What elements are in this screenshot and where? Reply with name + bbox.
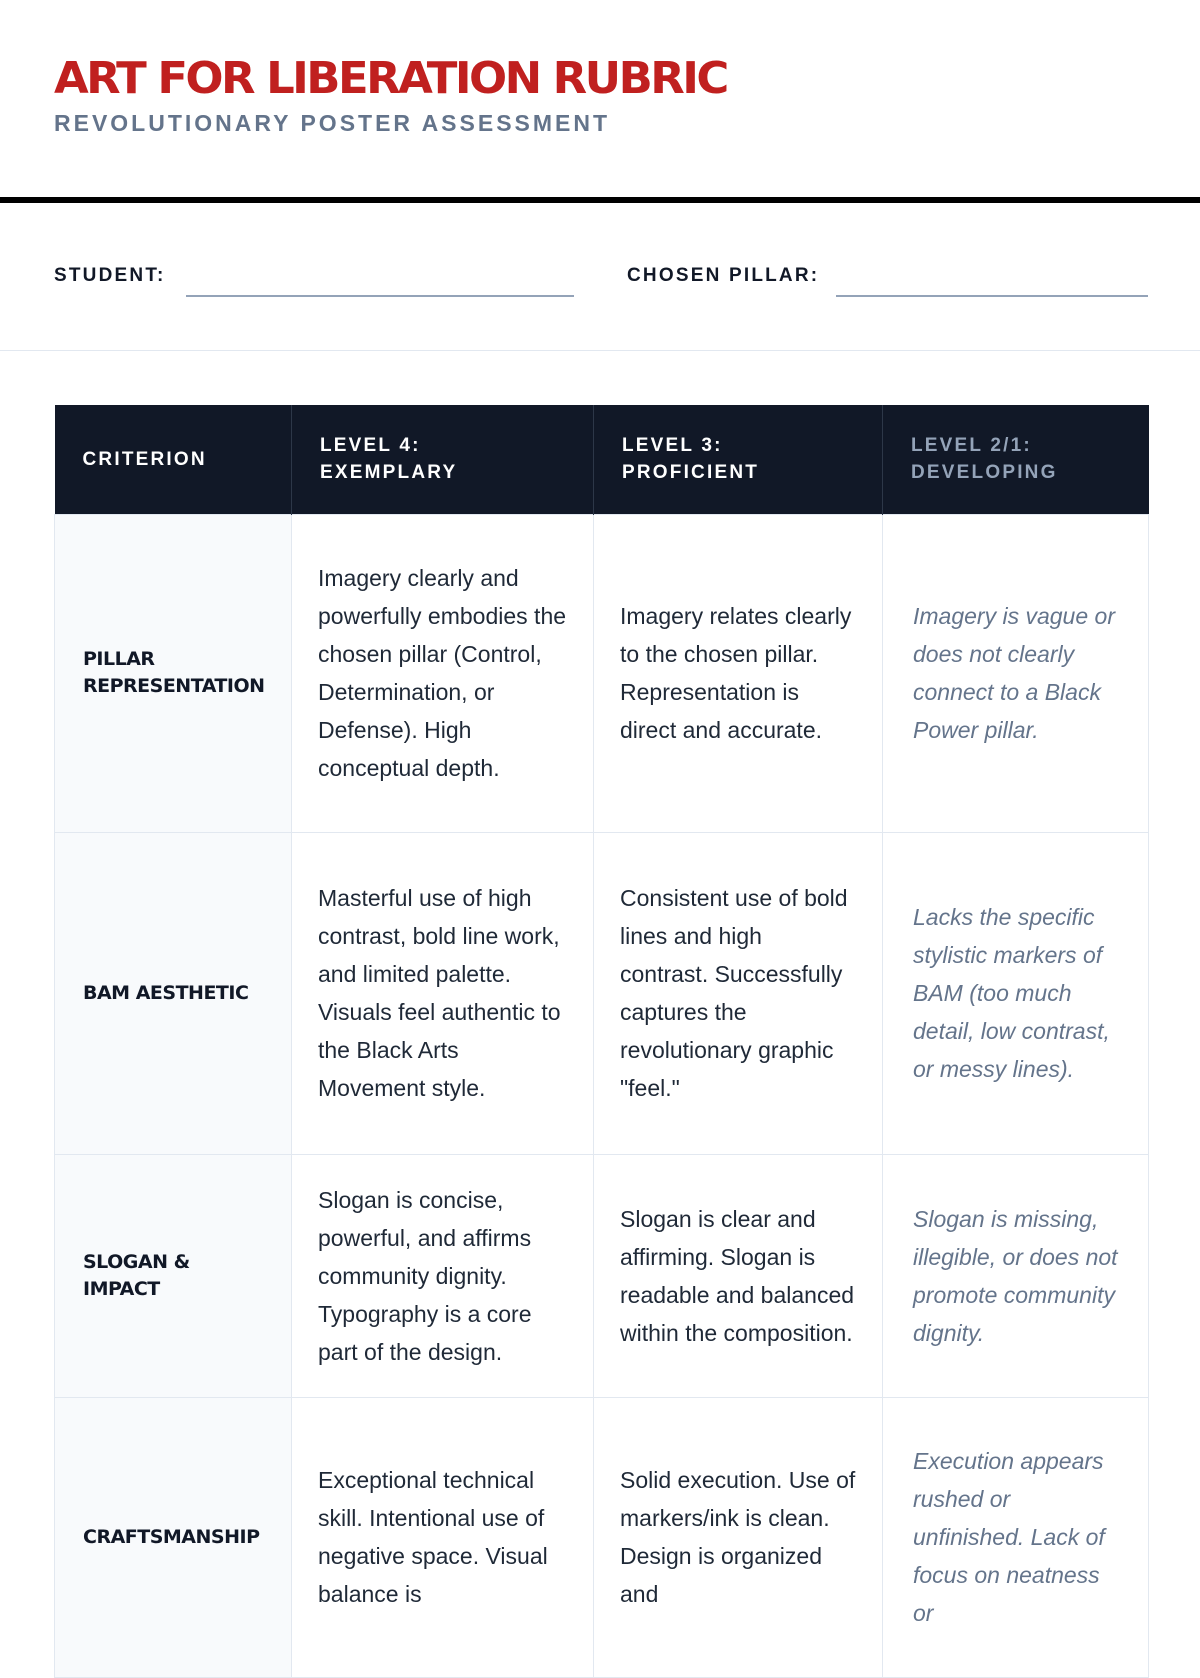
header-level-2-number: LEVEL 2/1:: [911, 435, 1032, 457]
table-row-craftsmanship: [55, 1397, 1149, 1677]
table-header-row: [55, 405, 1149, 514]
level-4-cell: Masterful use of high contrast, bold line work, and limited palette. Visuals feel authentic to the Black Arts Movement style.: [292, 832, 594, 1154]
level-4-cell: Exceptional technical skill. Intentional use of negative space. Visual balance is: [292, 1397, 594, 1677]
criterion-cell: PILLAR REPRESENTATION: [55, 514, 292, 832]
header-level-4-number: LEVEL 4:: [320, 435, 421, 457]
level-2-cell: Slogan is missing, illegible, or does not promote community dignity.: [883, 1154, 1149, 1397]
rubric-table: [54, 405, 1149, 1678]
student-name-field[interactable]: [186, 295, 574, 297]
level-2-cell: Imagery is vague or does not clearly connect to a Black Power pillar.: [883, 514, 1149, 832]
level-4-cell: Slogan is concise, powerful, and affirms community dignity. Typography is a core part of the design.: [292, 1154, 594, 1397]
criterion-cell: BAM AESTHETIC: [55, 832, 292, 1154]
student-label: STUDENT:: [54, 265, 166, 286]
level-3-cell: Imagery relates clearly to the chosen pillar. Representation is direct and accurate.: [594, 514, 883, 832]
criterion-cell: SLOGAN & IMPACT: [55, 1154, 292, 1397]
level-3-cell: Solid execution. Use of markers/ink is clean. Design is organized and: [594, 1397, 883, 1677]
criterion-cell: CRAFTSMANSHIP: [55, 1397, 292, 1677]
header-criterion: [55, 405, 292, 514]
level-2-cell: Lacks the specific stylistic markers of BAM (too much detail, low contrast, or messy lines).: [883, 832, 1149, 1154]
level-2-cell: Execution appears rushed or unfinished. Lack of focus on neatness or: [883, 1397, 1149, 1677]
header-level-4-name: EXEMPLARY: [320, 462, 458, 484]
level-4-cell: Imagery clearly and powerfully embodies the chosen pillar (Control, Determination, or Defense). High conceptual depth.: [292, 514, 594, 832]
table-row-pillar-representation: [55, 514, 1149, 832]
level-3-cell: Slogan is clear and affirming. Slogan is readable and balanced within the composition.: [594, 1154, 883, 1397]
level-3-cell: Consistent use of bold lines and high contrast. Successfully captures the revolutionary graphic "feel.": [594, 832, 883, 1154]
header-level-3-name: PROFICIENT: [622, 462, 760, 484]
header-level-2-name: DEVELOPING: [911, 462, 1058, 484]
page-header: [54, 50, 727, 137]
page-subtitle: REVOLUTIONARY POSTER ASSESSMENT: [54, 110, 611, 136]
table-row-slogan-impact: [55, 1154, 1149, 1397]
table-row-bam-aesthetic: [55, 832, 1149, 1154]
header-level-4: [292, 405, 594, 514]
chosen-pillar-label: CHOSEN PILLAR:: [627, 265, 820, 286]
header-divider: [0, 197, 1200, 203]
page-title: ART FOR LIBERATION RUBRIC: [54, 53, 727, 104]
header-level-2: [883, 405, 1149, 514]
header-level-3: [594, 405, 883, 514]
header-level-3-number: LEVEL 3:: [622, 435, 723, 457]
chosen-pillar-field[interactable]: [836, 295, 1148, 297]
info-divider: [0, 350, 1200, 351]
header-criterion-label: CRITERION: [82, 448, 207, 470]
